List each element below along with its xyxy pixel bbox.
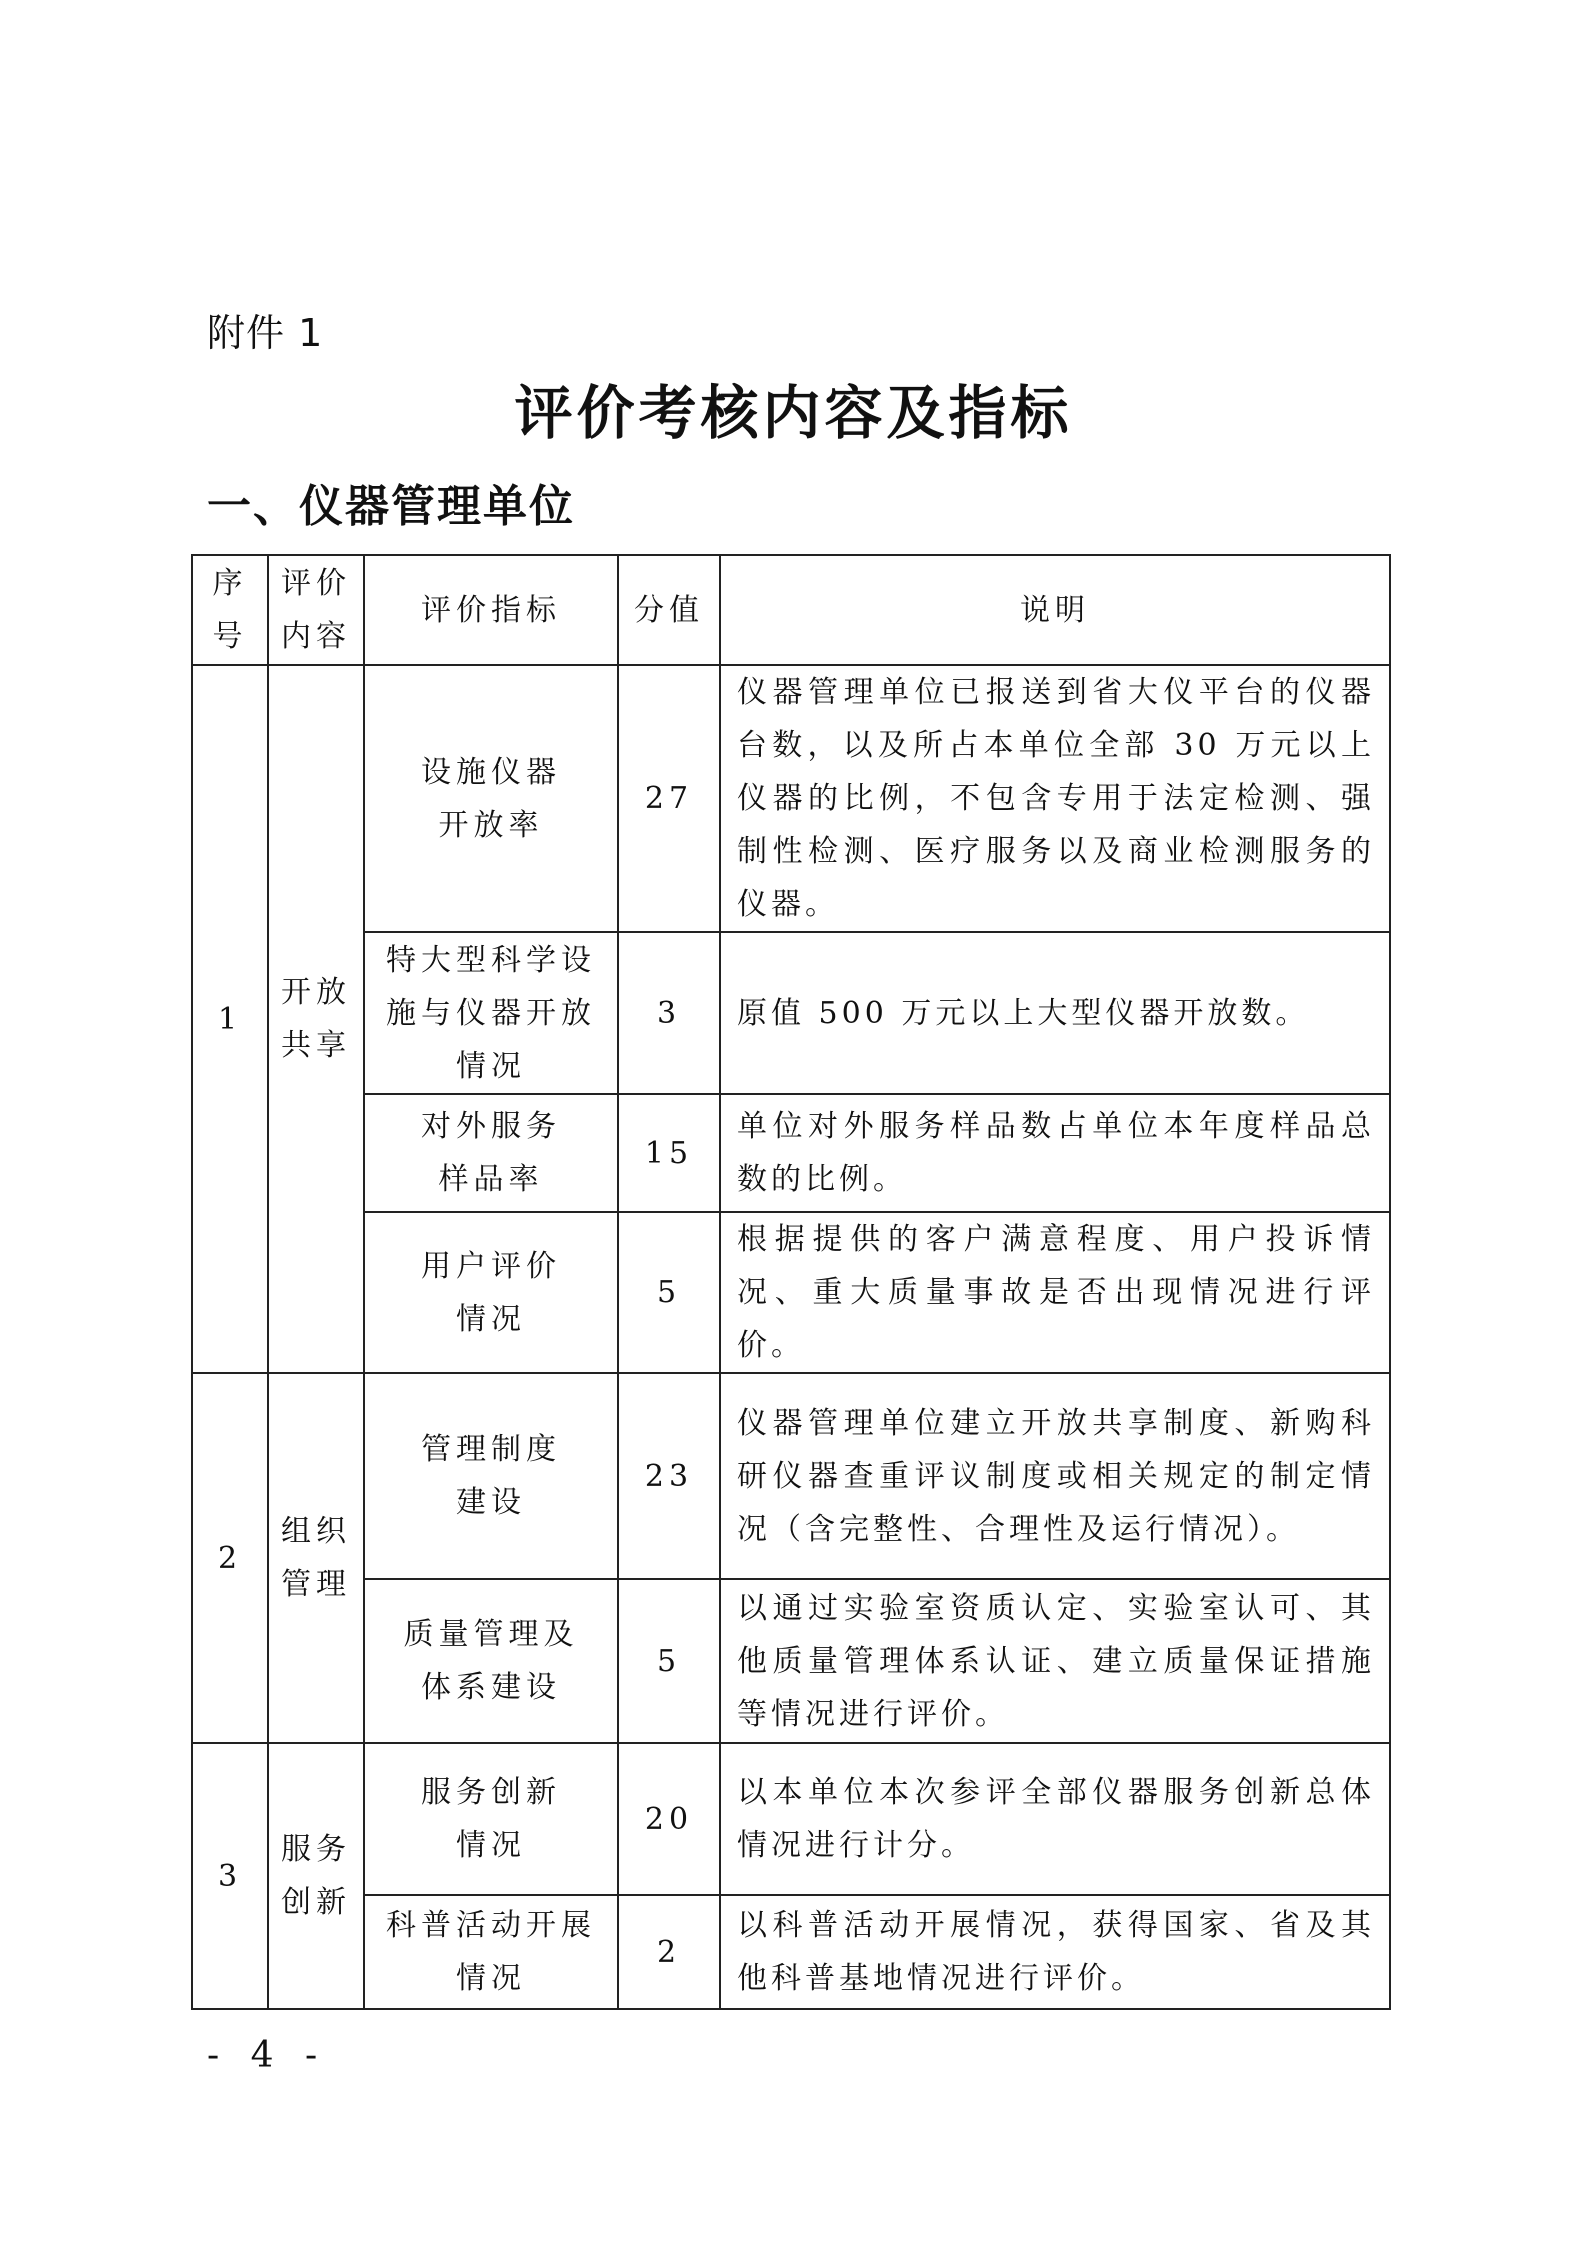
- table-row: [192, 1743, 1390, 1895]
- score-cell: 15: [618, 1094, 720, 1212]
- group-seq: 3: [192, 1743, 268, 2009]
- table-row: [192, 932, 1390, 1094]
- indicator-cell: 用户评价 情况: [364, 1212, 618, 1373]
- attachment-label: 附件 1: [207, 311, 324, 355]
- table-row: [192, 1895, 1390, 2009]
- header-content: 评价 内容: [268, 555, 364, 665]
- group-content: 开放 共享: [268, 665, 364, 1373]
- note-cell: 单位对外服务样品数占单位本年度样品总数的比例。: [720, 1094, 1390, 1212]
- header-indicator: 评价指标: [364, 555, 618, 665]
- indicator-cell: 质量管理及 体系建设: [364, 1579, 618, 1743]
- indicator-cell: 服务创新 情况: [364, 1743, 618, 1895]
- note-cell: 仪器管理单位建立开放共享制度、新购科研仪器查重评议制度或相关规定的制定情况（含完整性、合理性及运行情况）。: [720, 1373, 1390, 1579]
- note-cell: 根据提供的客户满意程度、用户投诉情况、重大质量事故是否出现情况进行评价。: [720, 1212, 1390, 1373]
- score-cell: 2: [618, 1895, 720, 2009]
- table-row: [192, 1094, 1390, 1212]
- group-seq: 2: [192, 1373, 268, 1743]
- note-cell: 以科普活动开展情况，获得国家、省及其他科普基地情况进行评价。: [720, 1895, 1390, 2009]
- indicator-cell: 对外服务 样品率: [364, 1094, 618, 1212]
- score-cell: 5: [618, 1212, 720, 1373]
- group-content: 服务 创新: [268, 1743, 364, 2009]
- indicator-cell: 科普活动开展 情况: [364, 1895, 618, 2009]
- group-seq: 1: [192, 665, 268, 1373]
- score-cell: 3: [618, 932, 720, 1094]
- table-row: [192, 1212, 1390, 1373]
- table-row: [192, 1373, 1390, 1579]
- note-cell: 以本单位本次参评全部仪器服务创新总体情况进行计分。: [720, 1743, 1390, 1895]
- table-header-row: [192, 555, 1390, 665]
- note-cell: 原值 500 万元以上大型仪器开放数。: [720, 932, 1390, 1094]
- score-cell: 5: [618, 1579, 720, 1743]
- indicator-cell: 管理制度 建设: [364, 1373, 618, 1579]
- page-number: - 4 -: [207, 2035, 328, 2076]
- indicator-cell: 特大型科学设 施与仪器开放 情况: [364, 932, 618, 1094]
- section-heading: 一、仪器管理单位: [207, 481, 575, 532]
- note-cell: 仪器管理单位已报送到省大仪平台的仪器台数，以及所占本单位全部 30 万元以上仪器的比例，不包含专用于法定检测、强制性检测、医疗服务以及商业检测服务的仪器。: [720, 665, 1390, 932]
- score-cell: 23: [618, 1373, 720, 1579]
- evaluation-table: [191, 554, 1391, 2010]
- group-content: 组织 管理: [268, 1373, 364, 1743]
- header-score: 分值: [618, 555, 720, 665]
- score-cell: 27: [618, 665, 720, 932]
- table-row: [192, 665, 1390, 932]
- document-title: 评价考核内容及指标: [514, 379, 1073, 447]
- header-seq: 序 号: [192, 555, 268, 665]
- indicator-cell: 设施仪器 开放率: [364, 665, 618, 932]
- score-cell: 20: [618, 1743, 720, 1895]
- header-note: 说明: [720, 555, 1390, 665]
- table-row: [192, 1579, 1390, 1743]
- note-cell: 以通过实验室资质认定、实验室认可、其他质量管理体系认证、建立质量保证措施等情况进行评价。: [720, 1579, 1390, 1743]
